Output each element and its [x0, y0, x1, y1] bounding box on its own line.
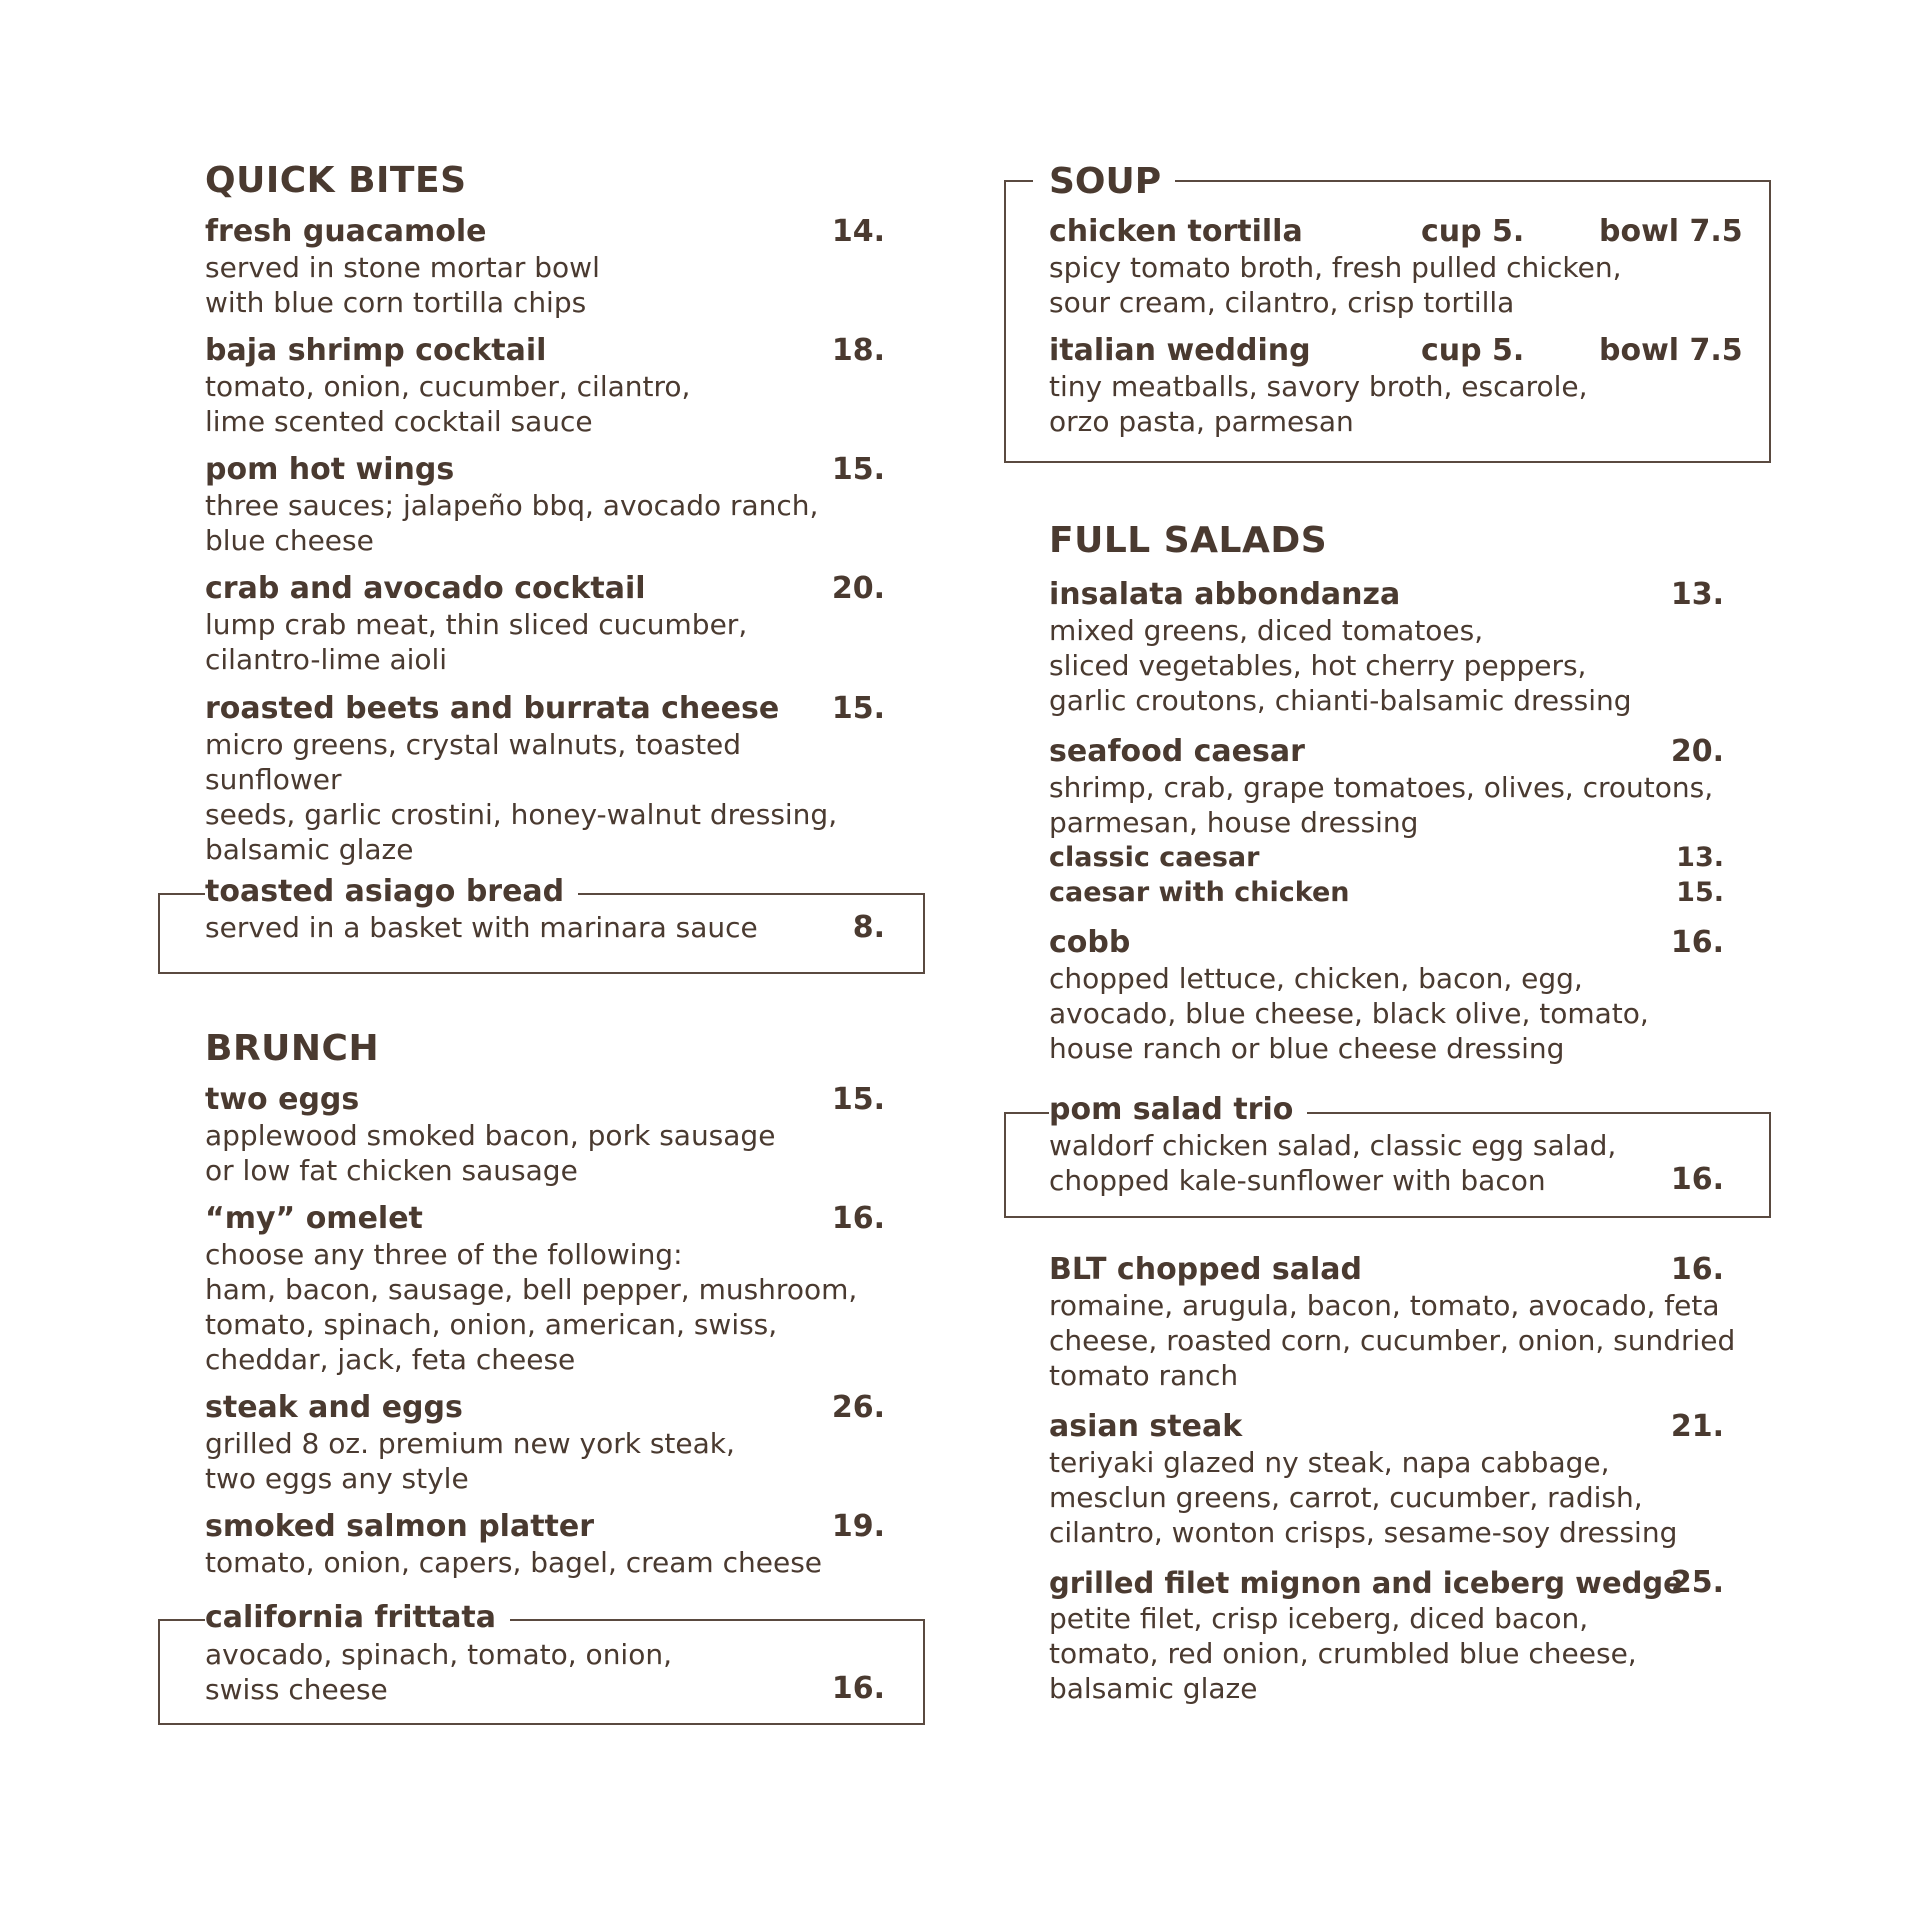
- item-description: chopped lettuce, chicken, bacon, egg, avocado, blue cheese, black olive, tomato, house ranch or blue cheese dressing: [1049, 962, 1649, 1065]
- menu-item: [1049, 925, 1729, 1066]
- item-name: BLT chopped salad: [1049, 1252, 1362, 1287]
- item-price: 25.: [1670, 1565, 1724, 1600]
- item-name: crab and avocado cocktail: [205, 571, 646, 606]
- item-description: micro greens, crystal walnuts, toasted sunflower seeds, garlic crostini, honey-walnut dressing, balsamic glaze: [205, 728, 838, 866]
- item-name: italian wedding: [1049, 333, 1311, 368]
- item-description: petite filet, crisp iceberg, diced bacon, tomato, red onion, crumbled blue cheese, balsamic glaze: [1049, 1602, 1637, 1705]
- item-description: grilled 8 oz. premium new york steak, two eggs any style: [205, 1427, 735, 1495]
- menu-item: [205, 452, 885, 558]
- item-description: teriyaki glazed ny steak, napa cabbage, mesclun greens, carrot, cucumber, radish, cilantro, wonton crisps, sesame-soy dressing: [1049, 1446, 1678, 1549]
- item-price: 19.: [831, 1509, 885, 1544]
- item-description: three sauces; jalapeño bbq, avocado ranch, blue cheese: [205, 489, 819, 557]
- item-description: applewood smoked bacon, pork sausage or low fat chicken sausage: [205, 1119, 776, 1187]
- feature-item-description: waldorf chicken salad, classic egg salad, chopped kale-sunflower with bacon: [1049, 1129, 1617, 1197]
- menu-item: [205, 1390, 885, 1496]
- item-name: smoked salmon platter: [205, 1509, 595, 1544]
- item-name: fresh guacamole: [205, 214, 487, 249]
- soup-item: [1049, 214, 1743, 320]
- bowl-price: bowl 7.5: [1599, 333, 1743, 368]
- menu-item: [1049, 1409, 1729, 1550]
- item-price: 26.: [831, 1390, 885, 1425]
- item-price: 21.: [1670, 1409, 1724, 1444]
- item-price: 13.: [1670, 577, 1724, 612]
- item-name: grilled filet mignon and iceberg wedge: [1049, 1566, 1683, 1600]
- item-price: 15.: [831, 1082, 885, 1117]
- item-name: insalata abbondanza: [1049, 577, 1401, 612]
- feature-item-price: 16.: [1670, 1162, 1724, 1197]
- item-price: 20.: [831, 571, 885, 606]
- menu-item: [205, 691, 885, 867]
- menu-item: [205, 1201, 885, 1377]
- feature-item-description: served in a basket with marinara sauce: [205, 911, 758, 944]
- menu-item: [1049, 1252, 1749, 1393]
- menu-item: [1049, 577, 1729, 718]
- option-price: 13.: [1676, 842, 1724, 873]
- item-description: choose any three of the following: ham, bacon, sausage, bell pepper, mushroom, tomato, spinach, onion, american, swiss, cheddar, jack, feta cheese: [205, 1238, 858, 1376]
- quick-bites-title: QUICK BITES: [205, 160, 467, 201]
- item-name: baja shrimp cocktail: [205, 333, 547, 368]
- item-name: roasted beets and burrata cheese: [205, 691, 780, 726]
- menu-item: [205, 1509, 885, 1580]
- option-price: 15.: [1676, 877, 1724, 908]
- item-name: pom hot wings: [205, 452, 455, 487]
- item-description: tomato, onion, cucumber, cilantro, lime scented cocktail sauce: [205, 370, 691, 438]
- item-description: tiny meatballs, savory broth, escarole, orzo pasta, parmesan: [1049, 370, 1588, 438]
- cup-price: cup 5.: [1421, 333, 1525, 368]
- item-price: 18.: [831, 333, 885, 368]
- feature-item-description: avocado, spinach, tomato, onion, swiss cheese: [205, 1638, 672, 1706]
- item-price: 15.: [831, 452, 885, 487]
- soup-item: [1049, 333, 1743, 439]
- brunch-title: BRUNCH: [205, 1028, 380, 1069]
- item-name: “my” omelet: [205, 1201, 423, 1236]
- menu-item: [205, 214, 885, 320]
- menu-item: [205, 333, 885, 439]
- item-description: mixed greens, diced tomatoes, sliced vegetables, hot cherry peppers, garlic croutons, chianti-balsamic dressing: [1049, 614, 1632, 717]
- item-description: shrimp, crab, grape tomatoes, olives, croutons, parmesan, house dressing: [1049, 771, 1714, 839]
- menu-item: [205, 1082, 885, 1188]
- item-name: cobb: [1049, 925, 1131, 960]
- item-description: served in stone mortar bowl with blue corn tortilla chips: [205, 251, 600, 319]
- item-price: 16.: [1670, 1252, 1724, 1287]
- caesar-option: [1049, 840, 1729, 875]
- item-price: 14.: [831, 214, 885, 249]
- item-name: two eggs: [205, 1082, 360, 1117]
- item-name: seafood caesar: [1049, 734, 1305, 769]
- item-price: 16.: [1670, 925, 1724, 960]
- cup-price: cup 5.: [1421, 214, 1525, 249]
- item-name: asian steak: [1049, 1409, 1243, 1444]
- menu-item: [1049, 1565, 1729, 1706]
- item-price: 16.: [831, 1201, 885, 1236]
- menu-item: [1049, 734, 1729, 910]
- item-description: romaine, arugula, bacon, tomato, avocado, feta cheese, roasted corn, cucumber, onion, sundried tomato ranch: [1049, 1289, 1736, 1392]
- feature-item-name: pom salad trio: [1049, 1092, 1307, 1128]
- feature-item-price: 8.: [852, 910, 885, 945]
- bowl-price: bowl 7.5: [1599, 214, 1743, 249]
- item-description: lump crab meat, thin sliced cucumber, cilantro-lime aioli: [205, 608, 748, 676]
- feature-item-name: toasted asiago bread: [205, 874, 578, 910]
- option-name: caesar with chicken: [1049, 877, 1350, 908]
- item-name: steak and eggs: [205, 1390, 463, 1425]
- option-name: classic caesar: [1049, 842, 1260, 873]
- item-price: 15.: [831, 691, 885, 726]
- full-salads-title: FULL SALADS: [1049, 520, 1328, 561]
- caesar-option: [1049, 875, 1729, 910]
- menu-item: [205, 571, 885, 677]
- item-name: chicken tortilla: [1049, 214, 1303, 249]
- item-description: tomato, onion, capers, bagel, cream cheese: [205, 1546, 823, 1579]
- soup-title: SOUP: [1033, 162, 1175, 202]
- item-price: 20.: [1670, 734, 1724, 769]
- feature-item-name: california frittata: [205, 1600, 510, 1636]
- feature-item-price: 16.: [831, 1671, 885, 1706]
- item-description: spicy tomato broth, fresh pulled chicken, sour cream, cilantro, crisp tortilla: [1049, 251, 1622, 319]
